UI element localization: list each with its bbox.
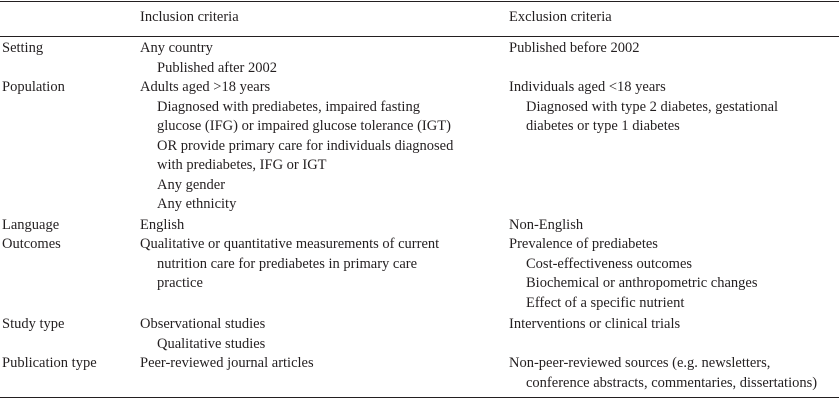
exclusion-line: Diagnosed with type 2 diabetes, gestational <box>526 98 779 115</box>
inclusion-line: English <box>140 217 185 233</box>
exclusion-setting <box>509 39 639 59</box>
exclusion-line: Non-peer-reviewed sources (e.g. newsletters, <box>509 355 771 371</box>
inclusion-line: practice <box>157 275 203 291</box>
header-exclusion: Exclusion criteria <box>509 9 612 25</box>
inclusion-line: with prediabetes, IFG or IGT <box>157 157 327 173</box>
inclusion-line: Published after 2002 <box>157 59 278 76</box>
inclusion-line: OR provide primary care for individuals diagnosed <box>157 137 454 154</box>
inclusion-publication-type <box>140 354 314 374</box>
exclusion-line: diabetes or type 1 diabetes <box>526 118 680 134</box>
exclusion-line: Effect of a specific nutrient <box>526 294 685 311</box>
inclusion-setting <box>140 39 277 78</box>
inclusion-outcomes <box>140 235 439 294</box>
inclusion-line: Adults aged >18 years <box>140 79 271 95</box>
inclusion-study-type <box>140 315 265 354</box>
inclusion-line: Any country <box>140 40 213 56</box>
exclusion-study-type <box>509 315 680 335</box>
inclusion-line: nutrition care for prediabetes in primary care <box>157 255 418 272</box>
exclusion-line: Prevalence of prediabetes <box>509 236 658 252</box>
exclusion-line: Interventions or clinical trials <box>509 316 681 332</box>
exclusion-language <box>509 216 583 236</box>
inclusion-language <box>140 216 184 236</box>
row-label-population: Population <box>2 79 65 95</box>
exclusion-line: Biochemical or anthropometric changes <box>526 275 758 291</box>
inclusion-line: Any gender <box>157 176 226 193</box>
inclusion-line: Any ethnicity <box>157 196 237 212</box>
inclusion-line: Peer-reviewed journal articles <box>140 355 314 371</box>
inclusion-population <box>140 78 453 215</box>
inclusion-line: glucose (IFG) or impaired glucose tolerance (IGT) <box>157 118 451 134</box>
row-label-language: Language <box>2 217 60 233</box>
inclusion-line: Qualitative or quantitative measurements of current <box>140 236 440 252</box>
exclusion-outcomes <box>509 235 758 313</box>
row-label-study-type: Study type <box>2 316 65 332</box>
exclusion-line: Published before 2002 <box>509 40 640 56</box>
exclusion-line: Non-English <box>509 217 584 233</box>
row-label-publication-type: Publication type <box>2 355 97 371</box>
exclusion-line: conference abstracts, commentaries, dissertations) <box>526 374 818 391</box>
exclusion-line: Individuals aged <18 years <box>509 79 666 95</box>
inclusion-line: Observational studies <box>140 316 266 332</box>
table-top-rule <box>0 1 839 2</box>
exclusion-population <box>509 78 778 137</box>
exclusion-line: Cost-effectiveness outcomes <box>526 255 693 272</box>
row-label-outcomes: Outcomes <box>2 236 61 252</box>
table-header-rule <box>0 36 839 37</box>
row-label-setting: Setting <box>2 40 44 56</box>
table-bottom-rule <box>0 397 839 398</box>
inclusion-line: Diagnosed with prediabetes, impaired fasting <box>157 98 420 115</box>
inclusion-line: Qualitative studies <box>157 335 266 352</box>
exclusion-publication-type <box>509 354 817 393</box>
header-inclusion: Inclusion criteria <box>140 9 239 25</box>
